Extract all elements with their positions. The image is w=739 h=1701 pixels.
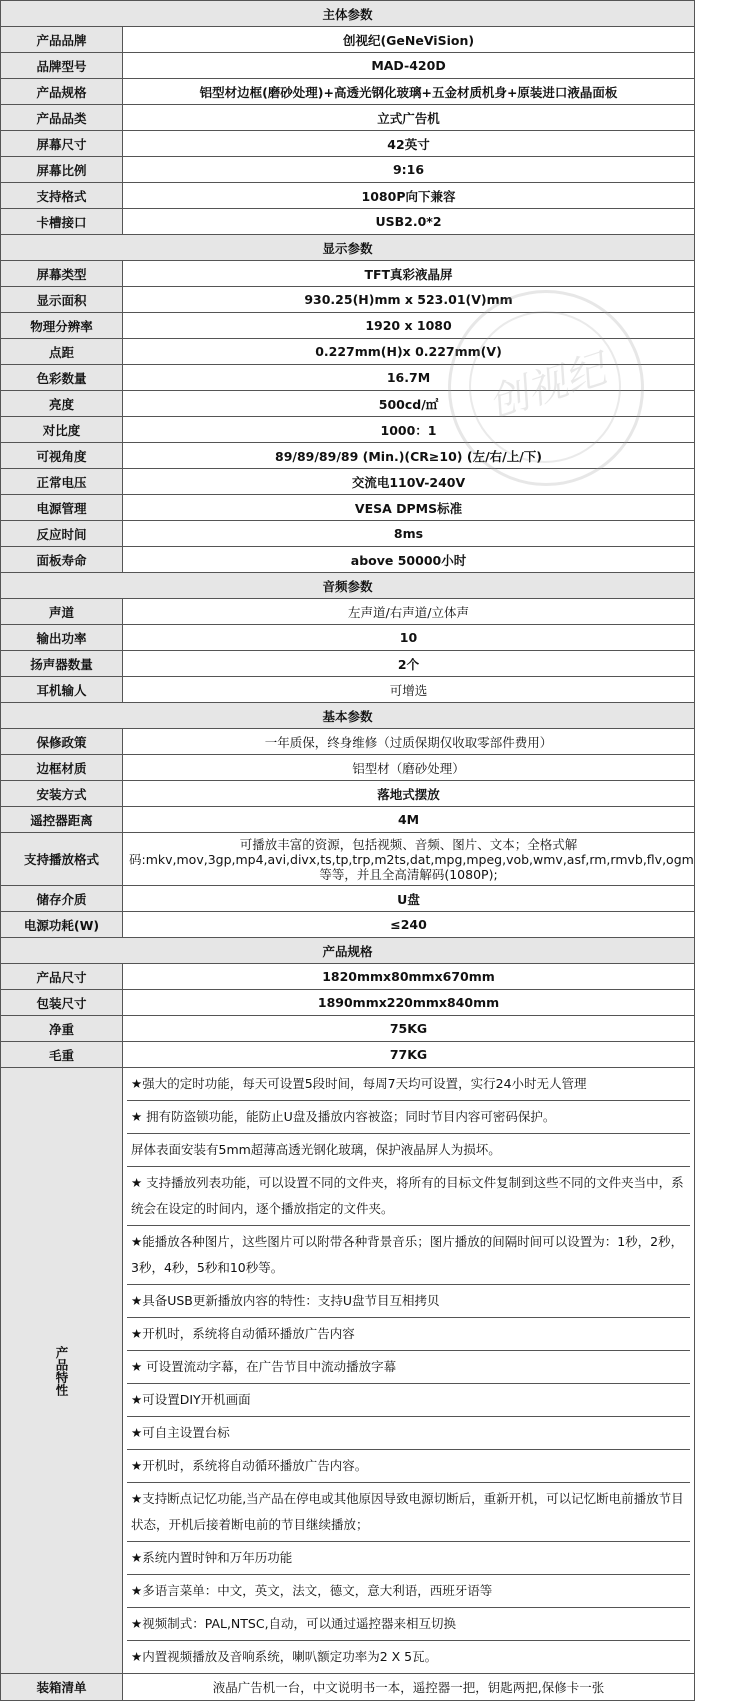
spec-row — [1, 677, 695, 703]
spec-row — [1, 547, 695, 573]
spec-label: 产品规格 — [1, 79, 123, 105]
feature-item: ★能播放各种图片，这些图片可以附带各种背景音乐；图片播放的间隔时间可以设置为：1秒，2秒，3秒，4秒，5秒和10秒等。 — [127, 1226, 690, 1285]
feature-item: 屏体表面安装有5mm超薄高透光钢化玻璃，保护液晶屏人为损坏。 — [127, 1134, 690, 1167]
spec-label: 毛重 — [1, 1042, 123, 1068]
spec-label: 安装方式 — [1, 781, 123, 807]
spec-row — [1, 443, 695, 469]
features-list — [123, 1068, 695, 1674]
section-title: 显示参数 — [1, 235, 695, 261]
spec-value: 铝型材边框(磨砂处理)+高透光钢化玻璃+五金材质机身+原装进口液晶面板 — [123, 79, 695, 105]
spec-label: 产品尺寸 — [1, 964, 123, 990]
features-label: 产品特性 — [1, 1068, 123, 1674]
section-header — [1, 703, 695, 729]
spec-value: 8ms — [123, 521, 695, 547]
spec-value: 立式广告机 — [123, 105, 695, 131]
spec-label: 支持格式 — [1, 183, 123, 209]
feature-item: ★强大的定时功能，每天可设置5段时间，每周7天均可设置，实行24小时无人管理 — [127, 1068, 690, 1101]
spec-label: 屏幕尺寸 — [1, 131, 123, 157]
spec-label: 产品品类 — [1, 105, 123, 131]
spec-value: USB2.0*2 — [123, 209, 695, 235]
spec-label: 边框材质 — [1, 755, 123, 781]
spec-value: 1080P向下兼容 — [123, 183, 695, 209]
spec-label: 保修政策 — [1, 729, 123, 755]
spec-label: 电源功耗(W) — [1, 912, 123, 938]
spec-value: 创视纪(GeNeViSion) — [123, 27, 695, 53]
spec-value: 1820mmx80mmx670mm — [123, 964, 695, 990]
spec-label: 显示面积 — [1, 287, 123, 313]
spec-value: 930.25(H)mm x 523.01(V)mm — [123, 287, 695, 313]
spec-value: above 50000小时 — [123, 547, 695, 573]
spec-label: 产品品牌 — [1, 27, 123, 53]
spec-label: 屏幕比例 — [1, 157, 123, 183]
feature-item: ★可设置DIY开机画面 — [127, 1384, 690, 1417]
spec-value: 10 — [123, 625, 695, 651]
spec-label: 净重 — [1, 1016, 123, 1042]
section-header — [1, 938, 695, 964]
spec-label: 正常电压 — [1, 469, 123, 495]
spec-row — [1, 807, 695, 833]
spec-label: 屏幕类型 — [1, 261, 123, 287]
spec-value: 16.7M — [123, 365, 695, 391]
spec-row — [1, 131, 695, 157]
spec-row — [1, 53, 695, 79]
spec-label: 色彩数量 — [1, 365, 123, 391]
spec-label: 品牌型号 — [1, 53, 123, 79]
spec-label: 储存介质 — [1, 886, 123, 912]
spec-row — [1, 990, 695, 1016]
feature-item: ★ 支持播放列表功能，可以设置不同的文件夹，将所有的目标文件复制到这些不同的文件夹当中，系统会在设定的时间内，逐个播放指定的文件夹。 — [127, 1167, 690, 1226]
spec-row — [1, 495, 695, 521]
spec-row — [1, 469, 695, 495]
spec-label: 物理分辨率 — [1, 313, 123, 339]
spec-value: 1000：1 — [123, 417, 695, 443]
spec-value: U盘 — [123, 886, 695, 912]
spec-value: 4M — [123, 807, 695, 833]
watermark-text: 创视纪 — [482, 346, 612, 428]
spec-value: 0.227mm(H)x 0.227mm(V) — [123, 339, 695, 365]
spec-value: 42英寸 — [123, 131, 695, 157]
spec-label: 支持播放格式 — [1, 833, 123, 886]
spec-label: 卡槽接口 — [1, 209, 123, 235]
spec-row — [1, 651, 695, 677]
spec-row — [1, 261, 695, 287]
spec-row — [1, 912, 695, 938]
feature-item: ★具备USB更新播放内容的特性：支持U盘节目互相拷贝 — [127, 1285, 690, 1318]
spec-row — [1, 339, 695, 365]
feature-item: ★视频制式：PAL,NTSC,自动，可以通过遥控器来相互切换 — [127, 1608, 690, 1641]
section-title: 主体参数 — [1, 1, 695, 27]
spec-row — [1, 1042, 695, 1068]
feature-item: ★开机时，系统将自动循环播放广告内容。 — [127, 1450, 690, 1483]
feature-item: ★开机时，系统将自动循环播放广告内容 — [127, 1318, 690, 1351]
spec-row — [1, 521, 695, 547]
spec-value: 可增选 — [123, 677, 695, 703]
section-title: 产品规格 — [1, 938, 695, 964]
spec-value: 500cd/㎡ — [123, 391, 695, 417]
spec-label: 耳机输人 — [1, 677, 123, 703]
packing-label: 装箱清单 — [1, 1674, 123, 1701]
spec-row — [1, 287, 695, 313]
spec-value: 1890mmx220mmx840mm — [123, 990, 695, 1016]
spec-row — [1, 833, 695, 886]
spec-value: 可播放丰富的资源，包括视频、音频、图片、文本；全格式解码:mkv,mov,3gp,mp4,avi,divx,ts,tp,trp,m2ts,dat,mpg,mpeg,vob,wmv,asf,rm,rmvb,flv,ogm等等，并且全高清解码(1080P); — [123, 833, 695, 886]
spec-value: 9:16 — [123, 157, 695, 183]
spec-row — [1, 625, 695, 651]
spec-row — [1, 391, 695, 417]
section-title: 音频参数 — [1, 573, 695, 599]
spec-row — [1, 781, 695, 807]
section-title: 基本参数 — [1, 703, 695, 729]
feature-item: ★可自主设置台标 — [127, 1417, 690, 1450]
spec-value: 75KG — [123, 1016, 695, 1042]
spec-label: 对比度 — [1, 417, 123, 443]
spec-value: MAD-420D — [123, 53, 695, 79]
spec-value: 交流电110V-240V — [123, 469, 695, 495]
spec-label: 扬声器数量 — [1, 651, 123, 677]
packing-value: 液晶广告机一台，中文说明书一本，遥控器一把，钥匙两把,保修卡一张 — [123, 1674, 695, 1701]
spec-label: 亮度 — [1, 391, 123, 417]
spec-row — [1, 417, 695, 443]
spec-label: 面板寿命 — [1, 547, 123, 573]
spec-value: VESA DPMS标准 — [123, 495, 695, 521]
section-header — [1, 1, 695, 27]
spec-label: 反应时间 — [1, 521, 123, 547]
spec-value: ≤240 — [123, 912, 695, 938]
spec-label: 输出功率 — [1, 625, 123, 651]
spec-row — [1, 886, 695, 912]
spec-row — [1, 79, 695, 105]
section-header — [1, 573, 695, 599]
feature-item: ★系统内置时钟和万年历功能 — [127, 1542, 690, 1575]
spec-label: 包装尺寸 — [1, 990, 123, 1016]
spec-row — [1, 1016, 695, 1042]
spec-value: TFT真彩液晶屏 — [123, 261, 695, 287]
features-row — [1, 1068, 695, 1674]
spec-label: 点距 — [1, 339, 123, 365]
spec-row — [1, 105, 695, 131]
spec-label: 声道 — [1, 599, 123, 625]
feature-item: ★ 可设置流动字幕，在广告节目中流动播放字幕 — [127, 1351, 690, 1384]
feature-item: ★ 拥有防盗锁功能，能防止U盘及播放内容被盗；同时节目内容可密码保护。 — [127, 1101, 690, 1134]
spec-row — [1, 729, 695, 755]
spec-value: 77KG — [123, 1042, 695, 1068]
section-header — [1, 235, 695, 261]
spec-row — [1, 599, 695, 625]
spec-row — [1, 209, 695, 235]
packing-row — [1, 1674, 695, 1701]
spec-row — [1, 964, 695, 990]
spec-label: 可视角度 — [1, 443, 123, 469]
feature-item: ★多语言菜单：中文，英文，法文，德文，意大利语，西班牙语等 — [127, 1575, 690, 1608]
spec-row — [1, 183, 695, 209]
spec-label: 遥控器距离 — [1, 807, 123, 833]
spec-value: 左声道/右声道/立体声 — [123, 599, 695, 625]
spec-label: 电源管理 — [1, 495, 123, 521]
feature-item: ★内置视频播放及音响系统，喇叭额定功率为2 X 5瓦。 — [131, 1649, 438, 1664]
spec-value: 1920 x 1080 — [123, 313, 695, 339]
spec-row — [1, 27, 695, 53]
spec-row — [1, 755, 695, 781]
spec-value: 一年质保，终身维修（过质保期仅收取零部件费用） — [123, 729, 695, 755]
spec-row — [1, 313, 695, 339]
spec-value: 2个 — [123, 651, 695, 677]
spec-value: 落地式摆放 — [123, 781, 695, 807]
feature-item: ★支持断点记忆功能,当产品在停电或其他原因导致电源切断后，重新开机，可以记忆断电前播放节目状态，开机后接着断电前的节目继续播放； — [127, 1483, 690, 1542]
spec-value: 铝型材（磨砂处理） — [123, 755, 695, 781]
spec-row — [1, 365, 695, 391]
spec-row — [1, 157, 695, 183]
spec-value: 89/89/89/89 (Min.)(CR≥10) (左/右/上/下) — [123, 443, 695, 469]
